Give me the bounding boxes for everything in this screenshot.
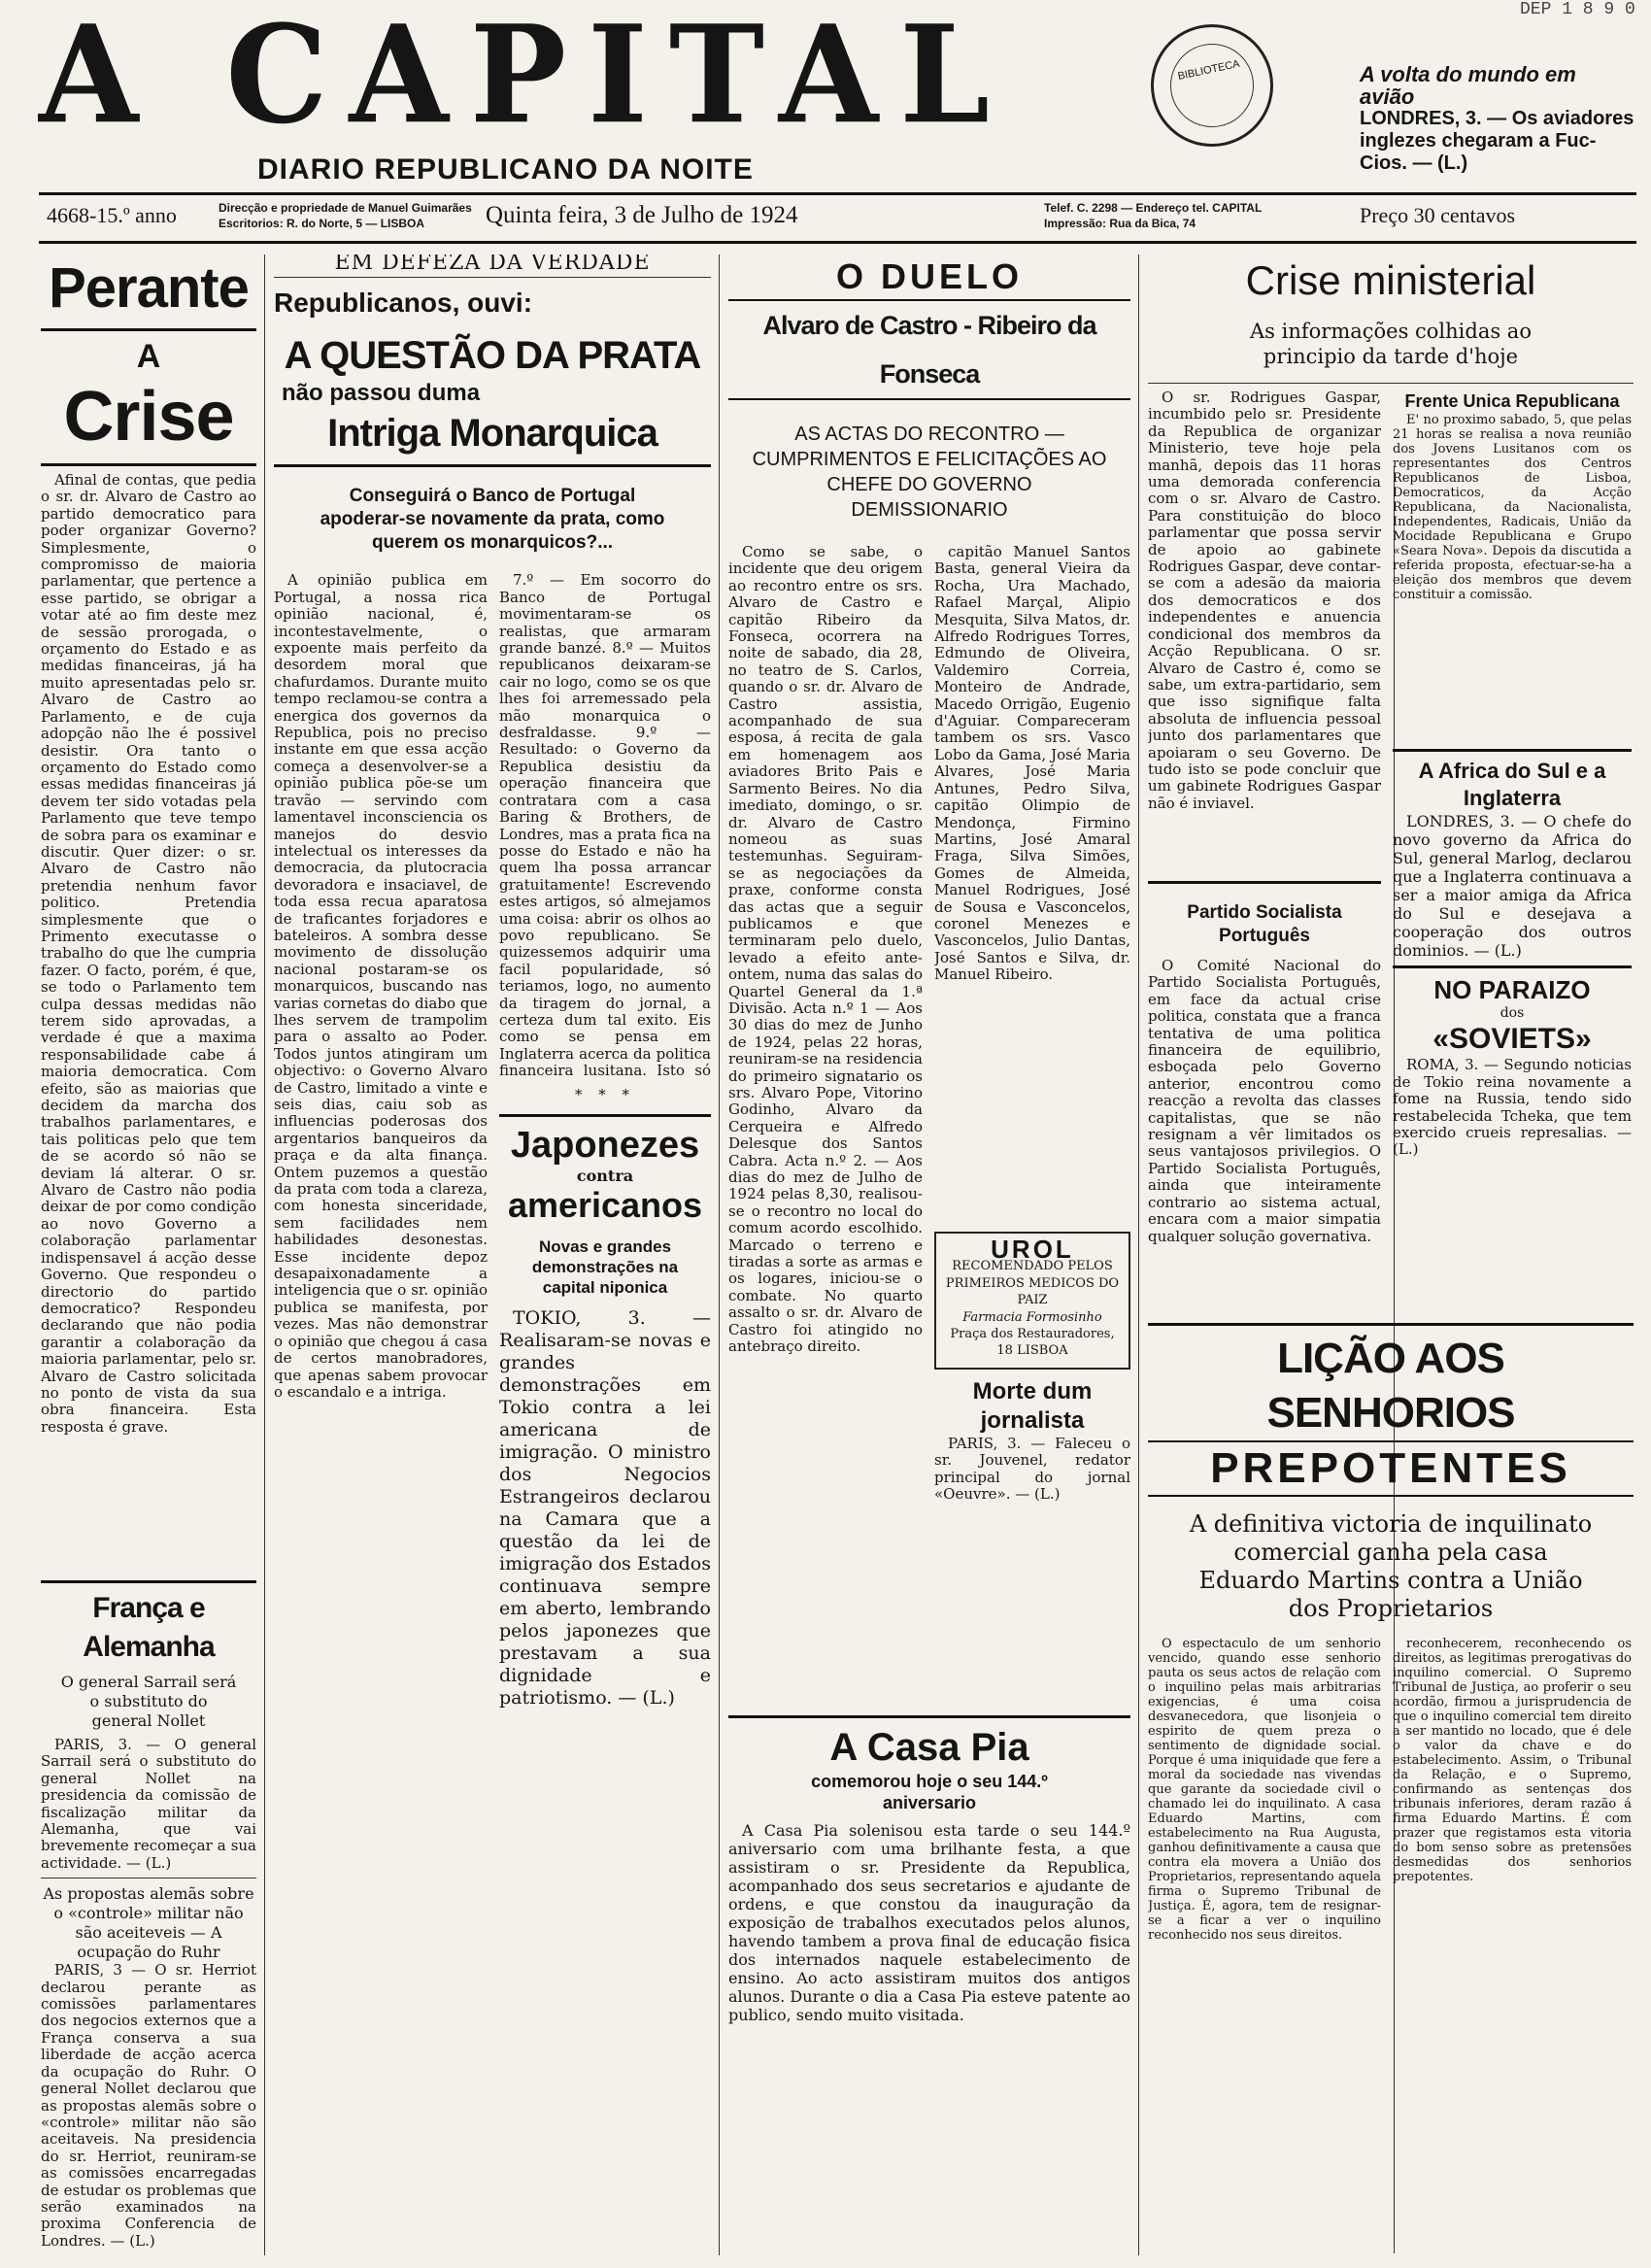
col4-side3-headline: NO PARAIZO — [1433, 975, 1591, 1004]
col4-article-body: O sr. Rodrigues Gaspar, incumbido pelo sr. Presidente da Republica de organizar Ministerio, teve hoje pela manhã, depois das 11 horas uma demorada conferencia com o sr. Alvaro de Castro. Para constituição do bloco parlamentar que possa servir de apoio ao gabinete Rodrigues Gaspar, deve contar-se com a adesão da maioria dos democraticos e dos independentes e anuencia condicional dos membros da Acção Republicana. O sr. Alvaro de Castro é, como se sabe, um extra-partidario, sem que isso signifique falta absoluta de influencia pessoal junto dos parlamentares que apoiaram o seu Governo. De tudo isto se pode concluir que um gabinete Rodrigues Gaspar não é inviavel. — [1148, 389, 1381, 812]
col1-divider-4 — [41, 1878, 256, 1879]
issue-number: 4668-15.º anno — [47, 203, 177, 227]
column-rule-1 — [264, 254, 265, 2255]
ear-text: LONDRES, 3. — Os aviadores inglezes chegaram a Fuc-Cios. — (L.) — [1360, 108, 1634, 174]
col1-subhead-3: As propostas alemãs sobre o «controle» militar não são aceiteveis — A ocupação do Ruhr — [43, 1884, 254, 1962]
urol-line-1: RECOMENDADO PELOS PRIMEIROS MEDICOS DO PAIZ — [945, 1259, 1120, 1308]
col3-divider — [728, 1715, 1130, 1718]
urol-title: UROL — [991, 1235, 1074, 1264]
column-3 — [728, 254, 1130, 2260]
column-1 — [41, 254, 256, 2260]
masthead-rule-top — [39, 192, 1636, 195]
col3-article-body-left: Como se sabe, o incidente que deu origem ao recontro entre os srs. Alvaro de Castro e capitão Ribeiro da Fonseca, ocorrera na noite de sabado, dia 28, no teatro de S. Carlos, quando o sr. dr. Alvaro de Castro assistia, acompanhado de sua esposa, á recita de gala em homenagem aos aviadores Brito Pais e Sarmento Beires. No dia imediato, domingo, o sr. dr. Alvaro de Castro nomeou as suas testemunhas. Seguiram-se as negociações da praxe, conforme consta das actas que a seguir publicamos e que terminaram pelo duelo, levado a efeito ante-ontem, numa das salas do Quartel General da 1.ª Divisão. Acta n.º 1 — Aos 30 dias do mez de Junho de 1924, pelas 22 horas, reuniram-se na residencia do primeiro signatario os srs. Alvaro Pope, Vitorino Godinho, Alvaro da Cerqueira e Alfredo Delesque dos Santos Cabra. Acta n.º 2. — Aos dias do mez de Julho de 1924 pelas 8,30, realisou-se o recontro no local do comum acordo escolhido. Marcado o terreno e tiradas a sorte as armas e os logares, iniciou-se o combate. No quarto assalto o sr. dr. Alvaro de Castro foi atingido no antebraço direito. — [728, 544, 923, 1356]
col2-divider — [274, 464, 711, 467]
urol-line-3: Praça dos Restauradores, 18 LISBOA — [950, 1327, 1115, 1359]
col3-headline-3: Morte dum jornalista — [972, 1377, 1093, 1434]
ear-heading: A volta do mundo em avião — [1360, 62, 1576, 109]
col4-side3-mid: dos — [1499, 1005, 1525, 1021]
col4-article-3-body-left: O espectaculo de um senhorio vencido, quando esse senhorio pauta os seus actos de relação com o inquilino pelas mais arbitrarias exigencias, é uma coisa desvanecedora, que lisonjeia o espirito de quem preza o sentimento de dignidade social. Porque é uma iniquidade que fere a moral da sociedade nas vivendas que garante da sociedade civil o chamado lei do inquilinato. A casa Eduardo Martins, com estabelecimento na Rua Augusta, ganhou definitivamente a causa que contra ela movera a União dos Proprietarios, representando aquela firma o Supremo Tribunal de Justiça. É, agora, tem de resignar-se a ficar a ver o inquilino reconhecido nos seus direitos. — [1148, 1637, 1381, 1943]
col4-divider — [1148, 383, 1634, 384]
col4-side-headline: Frente Unica Republicana — [1404, 391, 1620, 411]
col2-headline-1: Republicanos, ouvi: — [274, 288, 533, 319]
col4-side2-body: LONDRES, 3. — O chefe do novo governo da Africa do Sul, general Marlog, declarou que a Inglaterra continuava a ser a maior amiga da Africa do Sul e desejava a cooperação dos outros dominios. — (L.) — [1393, 812, 1632, 960]
col4-deck-3: A definitiva victoria de inquilinato comercial ganha pela casa Eduardo Martins contra a União dos Proprietarios — [1189, 1510, 1593, 1622]
newspaper-title: A CAPITAL — [39, 0, 1012, 154]
archive-stamp: DEP 1 8 9 0 — [1520, 0, 1635, 19]
col3-article-3-body: A Casa Pia solenisou esta tarde o seu 144.º aniversario com uma brilhante festa, a que assistiram o sr. Presidente da Republica, acompanhado dos seus secretarios e ajudante de ordens, e que constou da inauguração da exposição de trabalhos executados pelos alunos, havendo tambem a prova final de educação fisica dos internados naquele estabelecimento de ensino. Ao acto assistiram muitos dos antigos alunos. Durante o dia a Casa Pia esteve patente ao publico, sendo muito visitada. — [728, 1821, 1130, 2024]
col1-article-3-body: PARIS, 3 — O sr. Herriot declarou perante as comissões parlamentares dos negocios externos que a França conserva a sua liberdade de acção acerca da ocupação do Ruhr. O general Nollet declarou que as propostas alemãs sobre o «controle» militar não são aceitaveis. Na presidencia do sr. Herriot, reuniram-se as comissões encarregadas de estudar os problemas que serão examinados na proxima Conferencia de Londres. — (L.) — [41, 1961, 256, 2250]
col1-divider-2 — [41, 463, 256, 466]
col2-kicker: EM DEFEZA DA VERDADE — [334, 254, 651, 275]
col2-article-2-body: TOKIO, 3. — Realisaram-se novas e grandes demonstrações em Tokio contra a lei americana de imigração. O ministro dos Negocios Estrangeiros declarou na Camara que a questão da lei de imigração dos Estados continuava sempre em aberto, lembrando pelos japonezes que prestavam a sua dignidade e patriotismo. — (L.) — [499, 1307, 711, 1709]
col2-headline-4: Intriga Monarquica — [327, 412, 657, 456]
col1-headline-bottom: Crise — [63, 378, 234, 456]
col4-headline-3: LIÇÃO AOS SENHORIOS — [1266, 1335, 1515, 1437]
col3-headline-4: A Casa Pia — [829, 1726, 1029, 1769]
library-seal-text: BIBLIOTECA — [1162, 36, 1262, 135]
col1-headline-mid: A — [136, 338, 161, 375]
col4-side-body: E' no proximo sabado, 5, que pelas 21 horas se realisa a nova reunião dos Jovens Lusitanos com os representantes dos Centros Republicanos de Lisboa, Democraticos, da Acção Republicana, da Nacionalista, Independentes, Radicais, União da Mocidade Republicana e Grupo «Seara Nova». Depois da discutida a referida proposta, efectuar-se-ha a eleição dos membros que devem constituir a comissão. — [1393, 413, 1632, 602]
column-rule-2 — [719, 254, 720, 2255]
col4-side3-body: ROMA, 3. — Segundo noticias de Tokio reina novamente a fome na Russia, tendo sido restabelecida Tcheka, que tem exercido crueis represalias. — (L.) — [1393, 1056, 1632, 1159]
col3-headline-1: O DUELO — [835, 256, 1023, 296]
newspaper-subtitle: DIARIO REPUBLICANO DA NOITE — [257, 153, 754, 186]
col2-divider-2 — [499, 1114, 711, 1117]
col1-headline-2: França e Alemanha — [83, 1592, 215, 1663]
info-bar — [39, 199, 1632, 236]
col1-headline-top: Perante — [49, 256, 249, 320]
col4-headline-4: PREPOTENTES — [1148, 1440, 1634, 1497]
col4-divider-3 — [1393, 749, 1632, 752]
col4-deck: As informações colhidas ao principio da tarde d'hoje — [1250, 320, 1532, 368]
col2-deck-2: Novas e grandes demonstrações na capital niponica — [531, 1237, 679, 1298]
col2-headline-3: não passou duma — [282, 380, 481, 407]
col3-article-body-right: capitão Manuel Santos Basta, general Vieira da Rocha, Ura Machado, Rafael Marçal, Alipio Mesquita, Silva Matos, dr. Alfredo Rodrigues Torres, Edmundo de Oliveira, Valdemiro Correia, Monteiro de Andrade, Macedo Orrigão, Eugenio d'Aguiar. Compareceram tambem os srs. Vasco Lobo da Gama, José Maria Alvares, José Maria Antunes, Pedro Silva, capitão Olimpio de Mendonça, Firmino Martins, José Amaral Fraga, Silva Simões, Gomes de Almeida, Manuel Rodrigues, José de Sousa e Vasconcelos, coronel Menezes e Vasconcelos, Julio Dantas, José Santos e Silva, dr. Manuel Ribeiro. — [934, 544, 1130, 984]
col3-headline-2: Alvaro de Castro - Ribeiro da Fonseca — [728, 299, 1130, 400]
col2-headline-2: A QUESTÃO DA PRATA — [284, 334, 701, 378]
print-line: Impressão: Rua da Bica, 74 — [1044, 217, 1196, 230]
col3-deck: AS ACTAS DO RECONTRO — CUMPRIMENTOS E FELICITAÇÕES AO CHEFE DO GOVERNO DEMISSIONARIO — [752, 423, 1107, 521]
col4-headline-1: Crise ministerial — [1245, 257, 1536, 303]
col2-headline-7: americanos — [507, 1185, 703, 1226]
urol-advertisement — [934, 1232, 1130, 1370]
issue-date: Quinta feira, 3 de Julho de 1924 — [486, 202, 798, 228]
col4-article-3-body-right: reconhecerem, reconhecendo os direitos, as legitimas prerogativas do inquilino comercial. O Supremo Tribunal de Justiça, ao proferir o seu acordão, firmou a jurisprudencia de que o inquilino comercial tem direito a ser mantido no locado, que é dele o valor da chave e do estabelecimento. Assim, o Tribunal da Relação, e o Supremo, confirmando as sentenças dos tribunais inferiores, deram razão á firma Eduardo Martins. É com prazer que registamos esta vitoria do bom senso sobre as pretensões desmedidas dos senhorios prepotentes. — [1393, 1637, 1632, 1884]
col3-article-2-body: PARIS, 3. — Faleceu o sr. Jouvenel, redator principal do jornal «Oeuvre». — (L.) — [934, 1434, 1130, 1504]
masthead-rule-bottom — [39, 241, 1636, 244]
column-2 — [274, 254, 711, 2260]
col3-deck-2: comemorou hoje o seu 144.º aniversario — [811, 1772, 1048, 1812]
col2-article-body-right: 7.º — Em socorro do Banco de Portugal movimentaram-se os realistas, que armaram grande banzé. 8.º — Muitos republicanos deixaram-se cair no logo, como se os que lhes foi arremessado pela mão monarquica o desfraldasse. 9.º — Resultado: o Governo da Republica desistiu da operação financeira que contratara com a casa Baring & Brothers, de Londres, mas a prata fica na posse do Estado e não ha quem lha possa arrancar gratuitamente! Escrevendo estes artigos, só almejamos uma coisa: abrir os olhos ao povo republicano. Se quizessemos adquirir uma facil popularidade, só teriamos, logo, no aumento da tiragem do jornal, a certeza dum tal exito. Eis como se pensa em Inglaterra acerca da politica financeira lusitana. Isto só — [499, 572, 711, 1078]
telephone-line: Telef. C. 2298 — Endereço tel. CAPITAL — [1044, 201, 1263, 215]
office-line: Escritorios: R. do Norte, 5 — LISBOA — [219, 217, 425, 230]
column-rule-3 — [1138, 254, 1139, 2255]
col1-subhead-2: O general Sarrail será o substituto do general Nollet — [60, 1673, 237, 1730]
col2-headline-6: contra — [576, 1166, 634, 1185]
col1-divider-3 — [41, 1580, 256, 1583]
column-4 — [1148, 254, 1634, 2260]
col4-divider-2 — [1148, 881, 1381, 884]
ownership-line: Direcção e propriedade de Manuel Guimarães — [219, 201, 472, 215]
col2-article-body-left: A opinião publica em Portugal, a nossa rica opinião nacional, é, incontestavelmente, o expoente mais perfeito da desordem moral que chafurdamos. Durante muito tempo reclamou-se contra a energica dos governos da Republica, pois no preciso instante em que essa acção começa a desenvolver-se a opinião publica põe-se um travão — servindo com lamentavel inconsciencia os manejos do desvio intelectual os interesses da democracia, da plutocracia devoradora e insaciavel, de toda essa recua aparatosa de traficantes forjadores e bateleiros. A sombra desse movimento de dissolução nacional postaram-se os monarquicos, buscando nas varias cornetas do diabo que lhes servem de trampolim para o assalto ao Poder. Todos juntos atingiram um objectivo: o Governo Alvaro de Castro, limitado a vinte e seis dias, caiu sob as influencias poderosas dos argentarios banqueiros da praça e da alta finança. Ontem puzemos a questão da prata com toda a clareza, com honesta sinceridade, sem facilidades nem habilidades desonestas. Esse incidente depoz desapaixonadamente a inteligencia que o sr. opinião publica se manifesta, por vezes. Mas não demonstrar o opinião que chegou á casa de certos manobradores, que apenas sabem provocar o escandalo e a intriga. — [274, 572, 488, 1401]
col4-article-2-body: O Comité Nacional do Partido Socialista Português, em face da actual crise politica, constata que a franca tentativa de uma politica financeira de equilibrio, esboçada pelo Governo anterior, encontrou como reacção a revolta das classes capitalistas, que se não resignam a vêr limitados os seus vantajosos privilegios. O Partido Socialista Português, ainda que inteiramente contrario ao sistema actual, encara com a maior simpatia qualquer solução governativa. — [1148, 958, 1381, 1245]
col2-kicker-rule — [274, 277, 711, 278]
col2-stars-separator: * * * — [574, 1086, 636, 1104]
price: Preço 30 centavos — [1360, 203, 1516, 227]
ear-news-box — [1360, 63, 1636, 175]
col4-side2-headline: A Africa do Sul e a Inglaterra — [1418, 759, 1606, 810]
urol-line-2: Farmacia Formosinho — [962, 1309, 1102, 1325]
col1-article-2-body: PARIS, 3. — O general Sarrail será o substituto do general Nollet na presidencia da comissão de fiscalização militar da Alemanha, que vai brevemente recomeçar a sua actividade. — (L.) — [41, 1736, 256, 1872]
col4-divider-4 — [1393, 965, 1632, 968]
col4-side3-subhead: «SOVIETS» — [1432, 1023, 1592, 1056]
col2-deck: Conseguirá o Banco de Portugal apoderar-se novamente da prata, como querem os monarquicos?... — [320, 486, 665, 554]
col1-divider — [41, 328, 256, 331]
col1-article-body: Afinal de contas, que pedia o sr. dr. Alvaro de Castro ao partido democratico para poder organizar Governo? Simplesmente, o compromisso de maioria parlamentar, que pertence a esse partido, se obrigar a votar até ao fim deste mez de sessão prorogada, o orçamento do Estado e as medidas financeiras, já ha muito apresentadas pelo sr. Alvaro de Castro ao Parlamento, e de cuja adopção não lhe é possivel desistir. Ora tanto o orçamento do Estado como essas medidas financeiras já devem ter sido votadas pela Parlamento que teve tempo de sobra para os examinar e discutir. Quer dizer: o sr. Alvaro de Castro não pretendia nenhum favor politico. Pretendia simplesmente que o Primento executasse o trabalho do que lhe cumpria fazer. O facto, porém, é que, se todo o Parlamento tem culpa dessas medidas não terem sido aprovadas, a verdade é que a maxima responsabilidade cabe á maioria democratica. Com efeito, são as maiorias que decidem da marcha dos trabalhos parlamentares, e tais politicas pelo que tem de se acordo só não se deviam lá alterar. O sr. Alvaro de Castro não podia deixar de por como condição ao novo Governo a colaboração parlamentar indispensavel á acção desse Governo. Que respondeu o directorio do partido democratico? Respondeu declarando que não podia garantir a colaboração da maioria parlamentar, pelo sr. Alvaro de Castro solicitada no ponto de vista da sua obra financeira. Esta resposta é grave. — [41, 472, 256, 1436]
col4-divider-5 — [1148, 1323, 1634, 1326]
col4-headline-2: Partido Socialista Português — [1187, 902, 1342, 946]
col2-headline-5: Japonezes — [510, 1124, 700, 1166]
